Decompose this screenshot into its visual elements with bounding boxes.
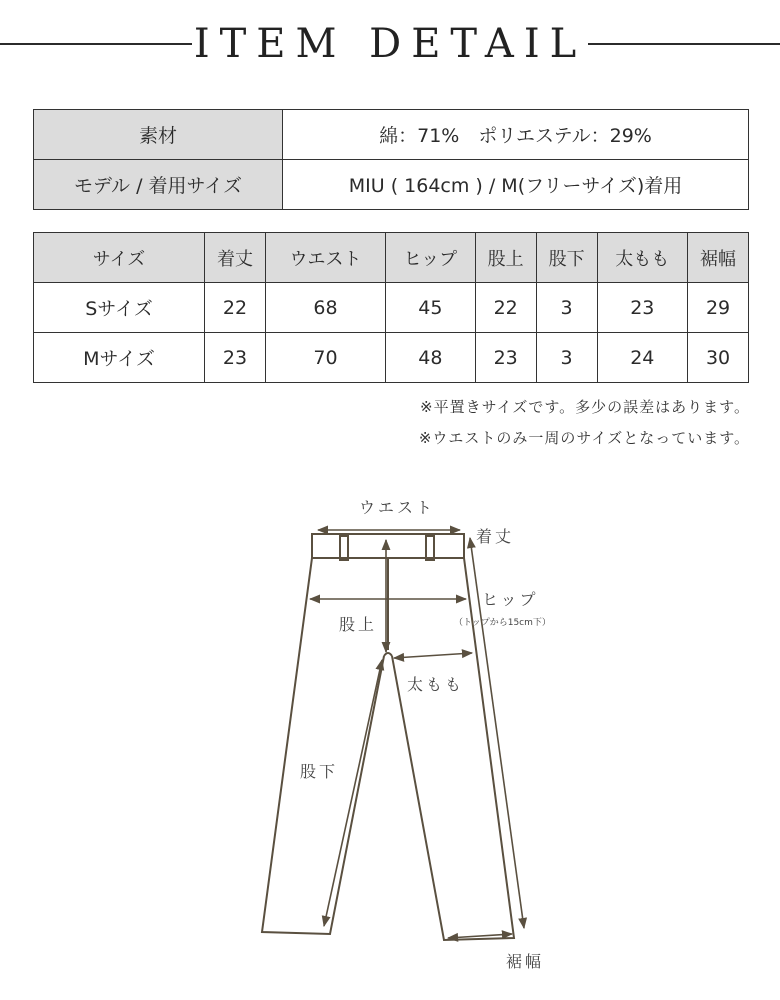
belt-loop-left (340, 536, 348, 560)
header-inseam: 股下 (536, 233, 597, 283)
hip-note-label: （トップから15cm下） (454, 618, 551, 628)
cell: 70 (265, 333, 385, 383)
right-leg (392, 558, 514, 940)
cell: 29 (688, 283, 749, 333)
header-waist: ウエスト (265, 233, 385, 283)
row-size: Sサイズ (34, 283, 205, 333)
header-size: サイズ (34, 233, 205, 283)
header-hem: 裾幅 (688, 233, 749, 283)
cell: 68 (265, 283, 385, 333)
cell: 48 (386, 333, 476, 383)
size-table (33, 232, 749, 383)
cell: 23 (205, 333, 266, 383)
cell: 45 (386, 283, 476, 333)
cell: 23 (475, 333, 536, 383)
waistband (312, 534, 464, 558)
size-table-header (34, 233, 749, 283)
measurement-diagram (0, 480, 780, 1000)
header-thigh: 太もも (597, 233, 688, 283)
cell: 30 (688, 333, 749, 383)
inseam-arrow (324, 660, 382, 926)
thigh-arrow (394, 653, 472, 658)
material-value: 綿：71% ポリエステル：29% (283, 110, 749, 160)
material-row (34, 110, 749, 160)
title-rule-right (588, 43, 780, 45)
material-table (33, 109, 749, 210)
header-rise: 股上 (475, 233, 536, 283)
table-row (34, 283, 749, 333)
cell: 22 (205, 283, 266, 333)
crotch (384, 653, 392, 656)
page-title: ITEM DETAIL (193, 21, 587, 67)
cell: 3 (536, 283, 597, 333)
waist-label: ウエスト (358, 498, 436, 517)
belt-loop-right (426, 536, 434, 560)
rise-label: 股上 (339, 615, 378, 634)
inseam-label: 股下 (300, 762, 339, 781)
hip-label: ヒップ (482, 590, 539, 609)
model-size-label: モデル / 着用サイズ (34, 160, 283, 210)
table-row (34, 333, 749, 383)
length-label: 着丈 (476, 527, 515, 546)
thigh-label: 太もも (407, 675, 465, 694)
cell: 22 (475, 283, 536, 333)
cell: 24 (597, 333, 688, 383)
header-length: 着丈 (205, 233, 266, 283)
cell: 23 (597, 283, 688, 333)
title-rule-left (0, 43, 192, 45)
note-flat-size: ※平置きサイズです。多少の誤差はあります。 (420, 398, 750, 416)
pants-outline (262, 534, 514, 940)
title-bar (0, 16, 780, 72)
cell: 3 (536, 333, 597, 383)
material-label: 素材 (34, 110, 283, 160)
model-size-value: MIU ( 164cm ) / M(フリーサイズ)着用 (283, 160, 749, 210)
note-waist: ※ウエストのみ一周のサイズとなっています。 (418, 429, 750, 447)
model-size-row (34, 160, 749, 210)
row-size: Mサイズ (34, 333, 205, 383)
header-hip: ヒップ (386, 233, 476, 283)
hem-label: 裾幅 (506, 952, 545, 971)
